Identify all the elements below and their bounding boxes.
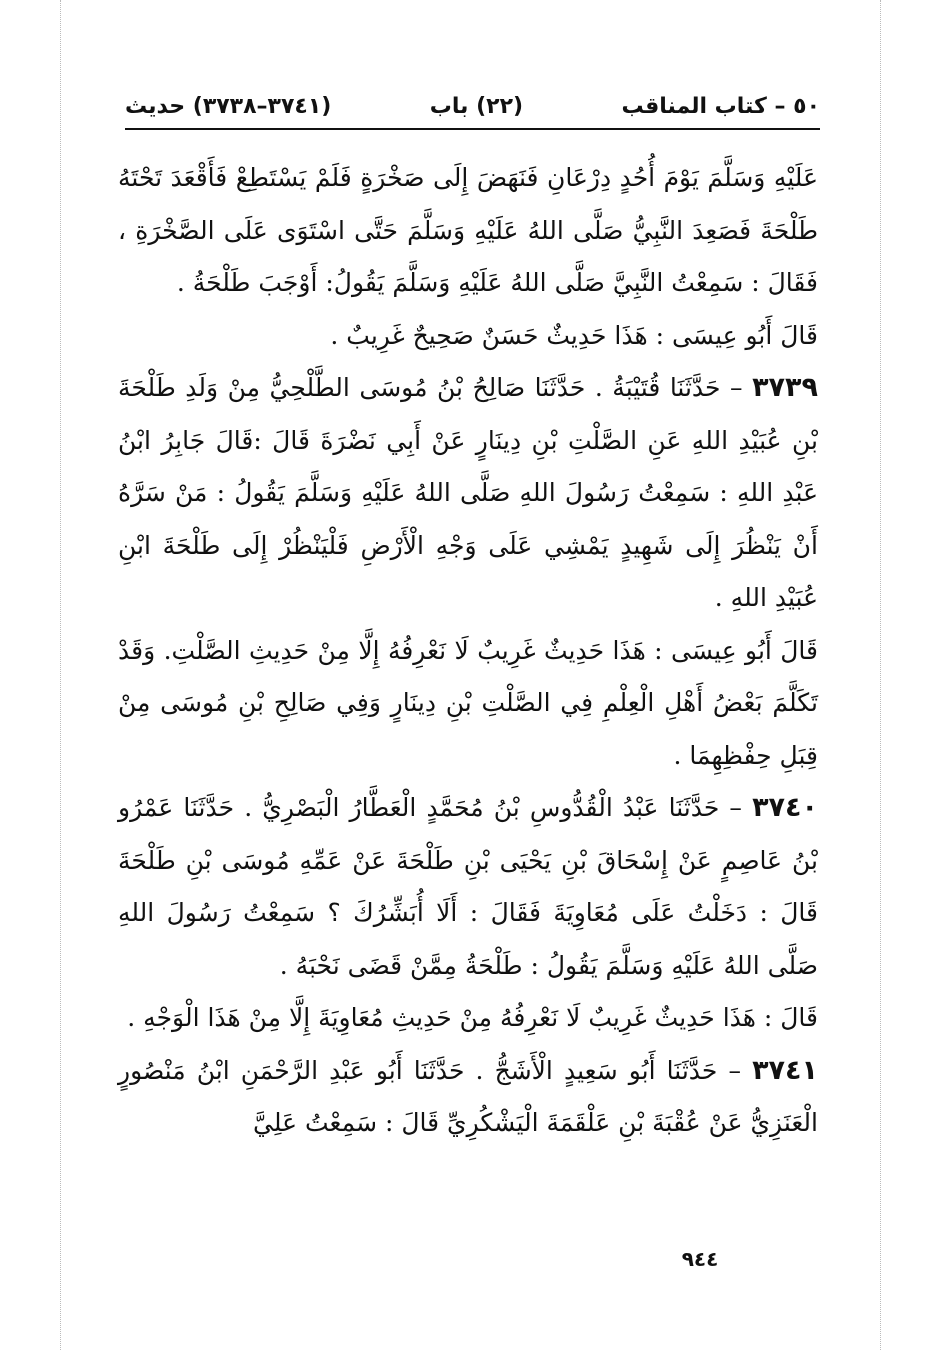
hadith-number: ٣٧٣٩ xyxy=(752,372,818,403)
commentary-paragraph xyxy=(118,310,818,363)
paragraph-text: قَالَ أَبُو عِيسَى : هَذَا حَدِيثٌ حَسَنٌ صَحِيحٌ غَرِيبٌ . xyxy=(330,320,818,350)
header-rule xyxy=(125,128,820,130)
hadith-paragraph xyxy=(118,1045,818,1150)
paragraph-text: – حَدَّثَنَا عَبْدُ الْقُدُّوسِ بْنُ مُحَمَّدٍ الْعَطَّارُ الْبَصْرِيُّ . حَدَّثَنَا عَمْرُو بْنُ عَاصِمٍ عَنْ إِسْحَاقَ بْنِ يَحْيَى بْنِ طَلْحَةَ عَنْ عَمِّهِ مُوسَى بْنِ طَلْحَةَ قَالَ : دَخَلْتُ عَلَى مُعَاوِيَةَ فَقَالَ : أَلَا أُبَشِّرُكَ ؟ سَمِعْتُ رَسُولَ اللهِ صَلَّى اللهُ عَلَيْهِ وَسَلَّمَ يَقُولُ : طَلْحَةُ مِمَّنْ قَضَى نَحْبَهُ . xyxy=(118,793,818,980)
page-number: ٩٤٤ xyxy=(681,1247,719,1271)
hadith-number: ٣٧٤١ xyxy=(752,1054,818,1086)
text-paragraph xyxy=(118,152,818,310)
commentary-paragraph xyxy=(118,992,818,1045)
header-hadith-range: (٣٧٤١–٣٧٣٨) حديث xyxy=(125,93,332,119)
hadith-paragraph xyxy=(118,362,818,625)
running-header xyxy=(125,88,820,124)
hadith-paragraph xyxy=(118,782,818,992)
header-section: (٢٢) باب xyxy=(429,93,524,119)
paragraph-text: عَلَيْهِ وَسَلَّمَ يَوْمَ أُحُدٍ دِرْعَانِ فَنَهَضَ إِلَى صَخْرَةٍ فَلَمْ يَسْتَطِعْ فَأَقْعَدَ تَحْتَهُ طَلْحَةَ فَصَعِدَ النَّبِيُّ صَلَّى اللهُ عَلَيْهِ وَسَلَّمَ حَتَّى اسْتَوَى عَلَى الصَّخْرَةِ ، فَقَالَ : سَمِعْتُ النَّبِيَّ صَلَّى اللهُ عَلَيْهِ وَسَلَّمَ يَقُولُ: أَوْجَبَ طَلْحَةُ . xyxy=(118,163,818,297)
body-text xyxy=(118,152,818,1150)
left-margin-rule xyxy=(60,0,62,1350)
paragraph-text: قَالَ : هَذَا حَدِيثٌ غَرِيبٌ لَا نَعْرِفُهُ مِنْ حَدِيثِ مُعَاوِيَةَ إِلَّا مِنْ هَذَا الْوَجْهِ . xyxy=(127,1003,818,1032)
hadith-number: ٣٧٤٠ xyxy=(752,792,818,823)
paragraph-text: قَالَ أَبُو عِيسَى : هَذَا حَدِيثٌ غَرِيبٌ لَا نَعْرِفُهُ إِلَّا مِنْ حَدِيثِ الصَّلْتِ. وَقَدْ تَكَلَّمَ بَعْضُ أَهْلِ الْعِلْمِ فِي الصَّلْتِ بْنِ دِينَارٍ وَفِي صَالِحِ بْنِ مُوسَى مِنْ قِبَلِ حِفْظِهِمَا . xyxy=(118,635,818,770)
header-chapter-title: ٥٠ – كتاب المناقب xyxy=(621,93,820,119)
right-margin-rule xyxy=(880,0,882,1350)
commentary-paragraph xyxy=(118,625,818,783)
paragraph-text: – حَدَّثَنَا أَبُو سَعِيدٍ الْأَشَجُّ . حَدَّثَنَا أَبُو عَبْدِ الرَّحْمَنِ ابْنُ مَنْصُورٍ الْعَنَزِيُّ عَنْ عُقْبَةَ بْنِ عَلْقَمَةَ الْيَشْكُرِيِّ قَالَ : سَمِعْتُ عَلِيَّ xyxy=(118,1055,818,1137)
paragraph-text: – حَدَّثَنَا قُتَيْبَةُ . حَدَّثَنَا صَالِحُ بْنُ مُوسَى الطَّلْحِيُّ مِنْ وَلَدِ طَلْحَةَ بْنِ عُبَيْدِ اللهِ عَنِ الصَّلْتِ بْنِ دِينَارٍ عَنْ أَبِي نَضْرَةَ قَالَ :قَالَ جَابِرُ ابْنُ عَبْدِ اللهِ : سَمِعْتُ رَسُولَ اللهِ صَلَّى اللهُ عَلَيْهِ وَسَلَّمَ يَقُولُ : مَنْ سَرَّهُ أَنْ يَنْظُرَ إِلَى شَهِيدٍ يَمْشِي عَلَى وَجْهِ الْأَرْضِ فَلْيَنْظُرْ إِلَى طَلْحَةَ ابْنِ عُبَيْدِ اللهِ . xyxy=(118,373,818,612)
